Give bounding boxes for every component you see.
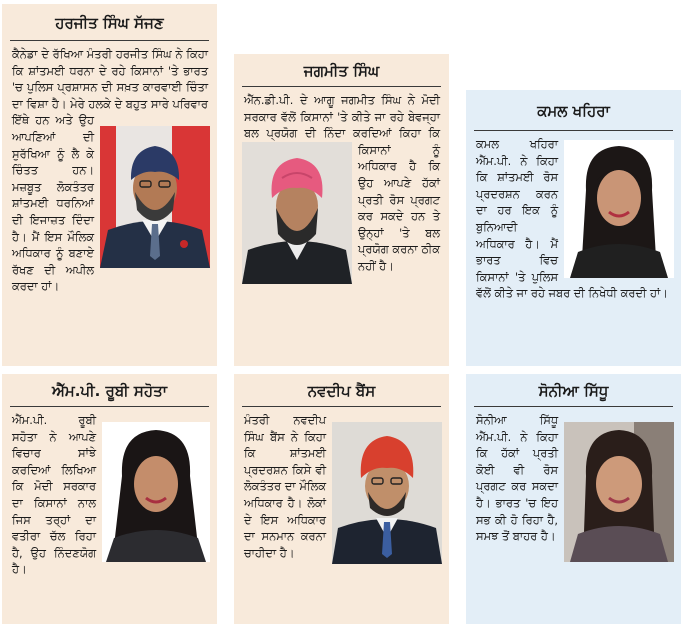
article-title: ਐੱਮ.ਪੀ. ਰੂਬੀ ਸਹੋਤਾ <box>51 382 168 400</box>
article-panel-sahota <box>2 374 217 624</box>
article-body: ਐੱਮ.ਪੀ. ਰੂਬੀ ਸਹੋਤਾ ਨੇ ਆਪਣੇ ਵਿਚਾਰ ਸਾਂਝੇ ਕਰਦਿਆਂ ਲਿਖਿਆ ਕਿ ਮੋਦੀ ਸਰਕਾਰ ਦਾ ਕਿਸਾਨਾਂ ਨਾਲ ਜਿਸ ਤਰ੍ਹਾਂ ਦਾ ਵਤੀਰਾ ਚੱਲ ਰਿਹਾ ਹੈ, ਉਹ ਨਿੰਦਣਯੋਗ ਹੈ। <box>12 413 96 577</box>
article-panel-jagmeet <box>234 54 449 366</box>
title-divider <box>242 86 441 87</box>
article-title: ਹਰਜੀਤ ਸਿੰਘ ਸੱਜਣ <box>55 14 164 32</box>
article-title: ਸੋਨੀਆ ਸਿੱਧੂ <box>538 382 609 400</box>
article-panel-khera <box>466 90 681 366</box>
article-body: ਕਮਲ ਖਹਿਰਾ ਐੱਮ.ਪੀ. ਨੇ ਕਿਹਾ ਕਿ ਸ਼ਾਂਤਮਈ ਰੋਸ ਪ੍ਰਦਰਸ਼ਨ ਕਰਨ ਦਾ ਹਰ ਇਕ ਨੂੰ ਬੁਨਿਆਦੀ ਅਧਿਕਾਰ ਹੈ। ਮੈਂ ਭਾਰਤ ਵਿਚ ਕਿਸਾਨਾਂ 'ਤੇ ਪੁਲਿਸ ਵੱਲੋਂ ਕੀਤੇ ਜਾ ਰਹੇ ਜਬਰ ਦੀ ਨਿਖੇਧੀ ਕਰਦੀ ਹਾਂ। <box>476 137 668 301</box>
article-body: ਕੈਨੇਡਾ ਦੇ ਰੱਖਿਆ ਮੰਤਰੀ ਹਰਜੀਤ ਸਿੰਘ ਨੇ ਕਿਹਾ ਕਿ ਸ਼ਾਂਤਮਈ ਧਰਨਾ ਦੇ ਰਹੇ ਕਿਸਾਨਾਂ 'ਤੇ ਭਾਰਤ 'ਚ ਪੁਲਿਸ ਪ੍ਰਸ਼ਾਸਨ ਦੀ ਸਖ਼ਤ ਕਾਰਵਾਈ ਚਿੰਤਾ ਦਾ ਵਿਸ਼ਾ ਹੈ। ਮੇਰੇ ਹਲਕੇ ਦੇ ਬਹੁਤ ਸਾਰੇ ਪਰਿਵਾਰ ਇੱਥੇ ਹਨ ਅਤੇ ਉਹ ਆਪਣਿਆਂ ਦੀ ਸੁਰੱਖਿਆ ਨੂੰ ਲੈ ਕੇ ਚਿੰਤਤ ਹਨ। ਮਜ਼ਬੂਤ ਲੋਕਤੰਤਰ ਸ਼ਾਂਤਮਈ ਧਰਨਿਆਂ ਦੀ ਇਜਾਜ਼ਤ ਦਿੰਦਾ ਹੈ। ਮੈਂ ਇਸ ਮੌਲਿਕ ਅਧਿਕਾਰ ਨੂੰ ਬਣਾਏ ਰੱਖਣ ਦੀ ਅਪੀਲ ਕਰਦਾ ਹਾਂ। <box>12 47 208 294</box>
article-panel-sidhu <box>466 374 681 624</box>
title-divider <box>474 406 673 407</box>
article-title: ਨਵਦੀਪ ਬੈਂਸ <box>307 382 376 400</box>
article-title: ਕਮਲ ਖਹਿਰਾ <box>537 102 610 120</box>
title-divider <box>242 406 441 407</box>
article-title: ਜਗਮੀਤ ਸਿੰਘ <box>303 62 380 80</box>
article-body: ਸੋਨੀਆ ਸਿੱਧੂ ਐੱਮ.ਪੀ. ਨੇ ਕਿਹਾ ਕਿ ਹੱਕਾਂ ਪ੍ਰਤੀ ਕੋਈ ਵੀ ਰੋਸ ਪ੍ਰਗਟ ਕਰ ਸਕਦਾ ਹੈ। ਭਾਰਤ 'ਚ ਇਹ ਸਭ ਕੀ ਹੋ ਰਿਹਾ ਹੈ, ਸਮਝ ਤੋਂ ਬਾਹਰ ਹੈ। <box>476 413 558 544</box>
article-panel-bains <box>234 374 449 624</box>
article-panel-sajjan <box>2 4 217 366</box>
title-divider <box>10 406 209 407</box>
article-body: ਐੱਨ.ਡੀ.ਪੀ. ਦੇ ਆਗੂ ਜਗਮੀਤ ਸਿੰਘ ਨੇ ਮੋਦੀ ਸਰਕਾਰ ਵੱਲੋਂ ਕਿਸਾਨਾਂ 'ਤੇ ਕੀਤੇ ਜਾ ਰਹੇ ਬੇਵਜ੍ਹਾ ਬਲ ਪ੍ਰਯੋਗ ਦੀ ਨਿੰਦਾ ਕਰਦਿਆਂ ਕਿਹਾ ਕਿ ਕਿਸਾਨਾਂ ਨੂੰ ਅਧਿਕਾਰ ਹੈ ਕਿ ਉਹ ਆਪਣੇ ਹੱਕਾਂ ਪ੍ਰਤੀ ਰੋਸ ਪ੍ਰਗਟ ਕਰ ਸਕਦੇ ਹਨ ਤੇ ਉਨ੍ਹਾਂ 'ਤੇ ਬਲ ਪ੍ਰਯੋਗ ਕਰਨਾ ਠੀਕ ਨਹੀਂ ਹੈ। <box>244 93 440 273</box>
article-body: ਮੰਤਰੀ ਨਵਦੀਪ ਸਿੰਘ ਬੈਂਸ ਨੇ ਕਿਹਾ ਕਿ ਸ਼ਾਂਤਮਈ ਪ੍ਰਦਰਸ਼ਨ ਕਿਸੇ ਵੀ ਲੋਕਤੰਤਰ ਦਾ ਮੌਲਿਕ ਅਧਿਕਾਰ ਹੈ। ਲੋਕਾਂ ਦੇ ਇਸ ਅਧਿਕਾਰ ਦਾ ਸਨਮਾਨ ਕਰਨਾ ਚਾਹੀਦਾ ਹੈ। <box>244 413 326 560</box>
title-divider <box>474 130 673 131</box>
title-divider <box>10 40 209 41</box>
